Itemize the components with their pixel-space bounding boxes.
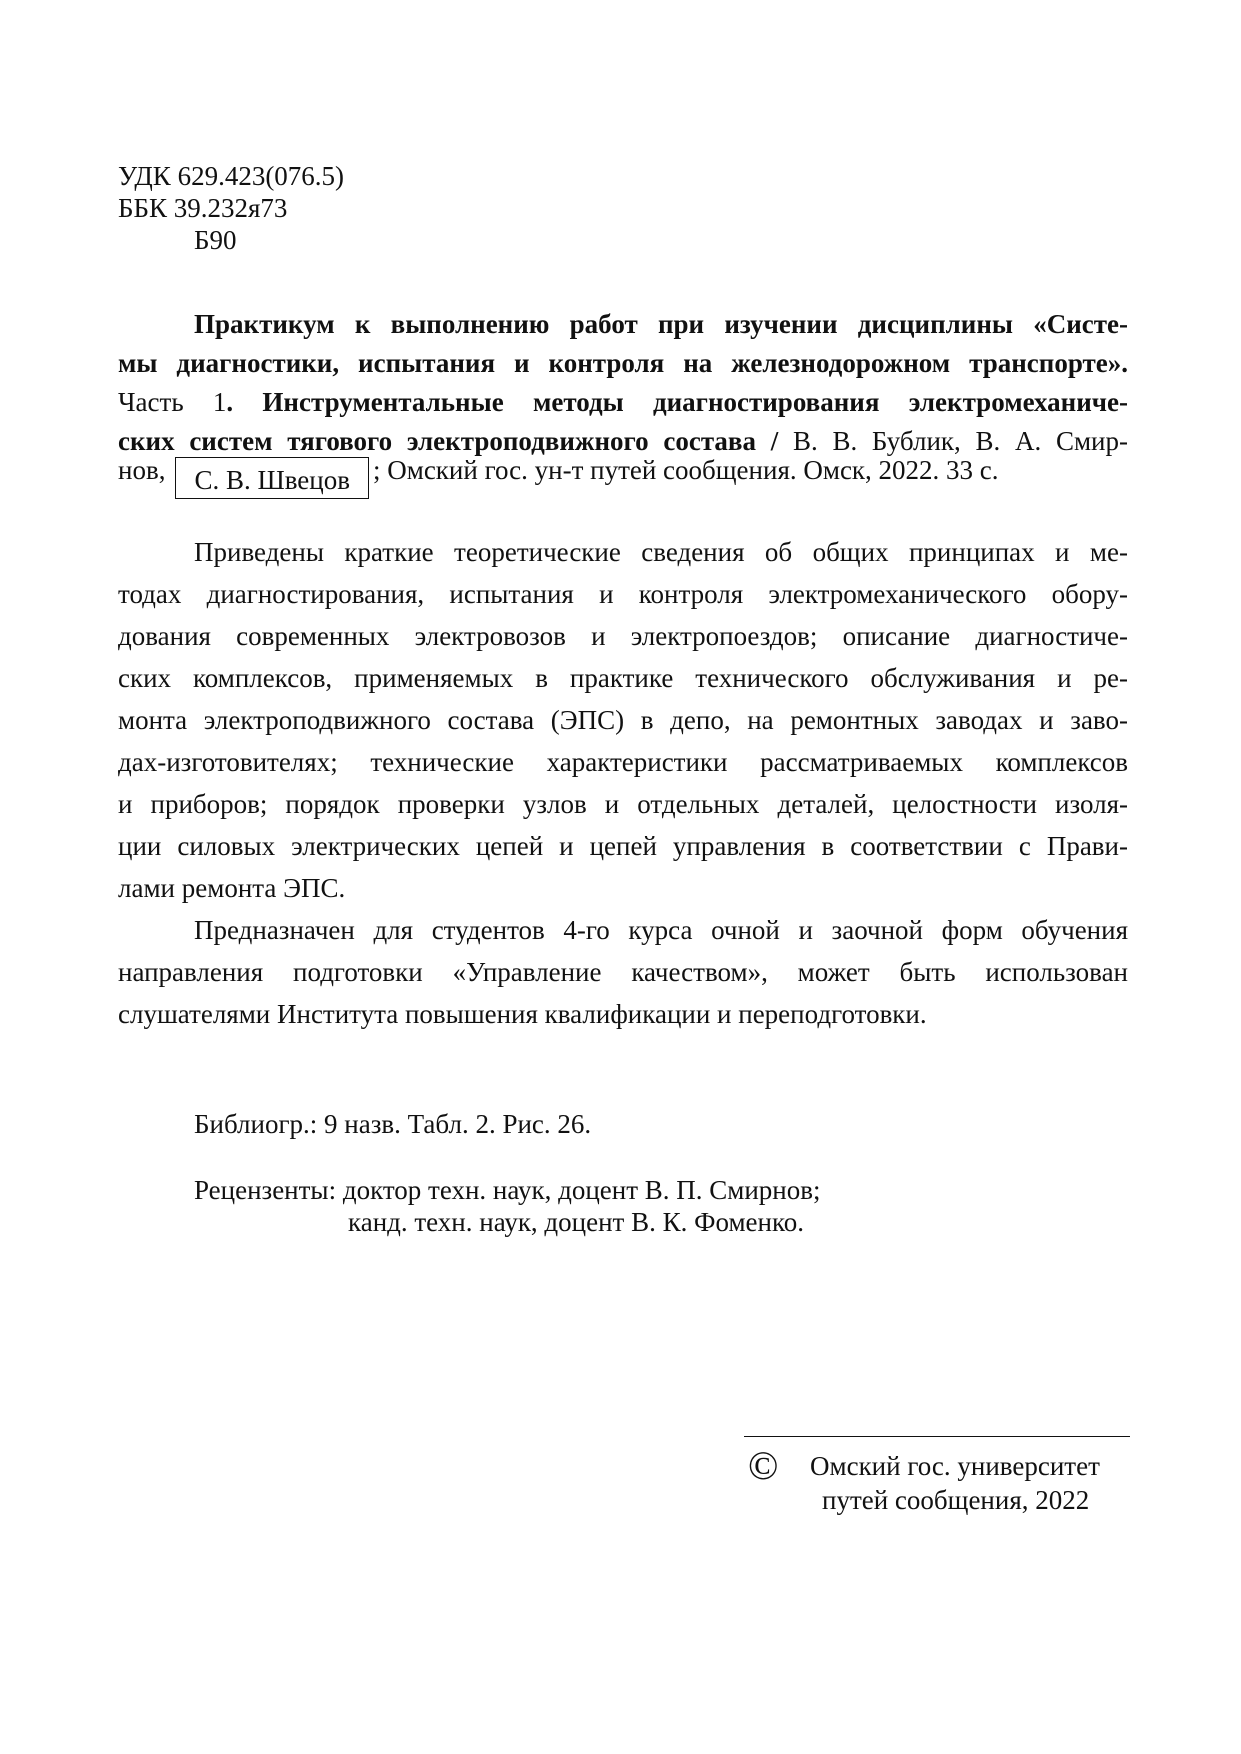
abstract-line: ских комплексов, применяемых в практике технического обслуживания и ре-: [118, 663, 1128, 693]
author-mark: Б90: [194, 225, 237, 255]
record-line-1: Практикум к выполнению работ при изучении дисциплины «Систе-: [194, 309, 1128, 339]
reviewer-1: доктор техн. наук, доцент В. П. Смирнов;: [342, 1175, 821, 1205]
copyright-holder-line-2: путей сообщения, 2022: [822, 1485, 1090, 1515]
abstract-line: Приведены краткие теоретические сведения об общих принципах и ме-: [194, 537, 1128, 567]
abstract-line: и приборов; порядок проверки узлов и отдельных деталей, целостности изоля-: [118, 789, 1128, 819]
bibliography-info: Библиогр.: 9 назв. Табл. 2. Рис. 26.: [194, 1109, 592, 1139]
reviewer-2: канд. техн. наук, доцент В. К. Фоменко.: [348, 1207, 804, 1237]
part-label: Часть 1: [118, 387, 227, 417]
authors: В. В. Бублик, В. А. Смир-: [778, 426, 1128, 456]
audience-line: Предназначен для студентов 4-го курса очной и заочной форм обучения: [194, 915, 1128, 945]
copyright-holder-line-1: Омский гос. университет: [810, 1451, 1100, 1481]
bbk-code: ББК 39.232я73: [118, 193, 288, 223]
title-end: ских систем тягового электроподвижного состава /: [118, 426, 779, 456]
abstract-line: монта электроподвижного состава (ЭПС) в депо, на ремонтных заводах и заво-: [118, 705, 1128, 735]
udk-code: УДК 629.423(076.5): [118, 161, 345, 191]
copyright-divider: [744, 1436, 1130, 1437]
authors-cont: нов,: [118, 455, 166, 485]
audience-line: слушателями Института повышения квалификации и переподготовки.: [118, 999, 927, 1029]
record-line-4: [118, 425, 1128, 457]
record-line-2: мы диагностики, испытания и контроля на железнодорожном транспорте».: [118, 348, 1128, 378]
boxed-author: С. В. Швецов: [175, 457, 369, 499]
publisher-info: ; Омский гос. ун-т путей сообщения. Омск, 2022. 33 с.: [372, 455, 999, 485]
reviewers-label: Рецензенты:: [194, 1175, 337, 1205]
abstract-line: лами ремонта ЭПС.: [118, 873, 346, 903]
copyright-icon: ©: [748, 1443, 779, 1488]
reviewers-line-1: [194, 1174, 821, 1206]
abstract-line: тодах диагностирования, испытания и контроля электромеханического обору-: [118, 579, 1128, 609]
record-line-3: [118, 386, 1128, 418]
audience-line: направления подготовки «Управление качеством», может быть использован: [118, 957, 1128, 987]
part-title: . Инструментальные методы диагностирования электромеханиче-: [226, 387, 1128, 417]
record-line-5: [118, 454, 999, 499]
abstract-line: ции силовых электрических цепей и цепей управления в соответствии с Прави-: [118, 831, 1128, 861]
abstract-line: дования современных электровозов и электропоездов; описание диагностиче-: [118, 621, 1128, 651]
abstract-line: дах-изготовителях; технические характеристики рассматриваемых комплексов: [118, 747, 1128, 777]
